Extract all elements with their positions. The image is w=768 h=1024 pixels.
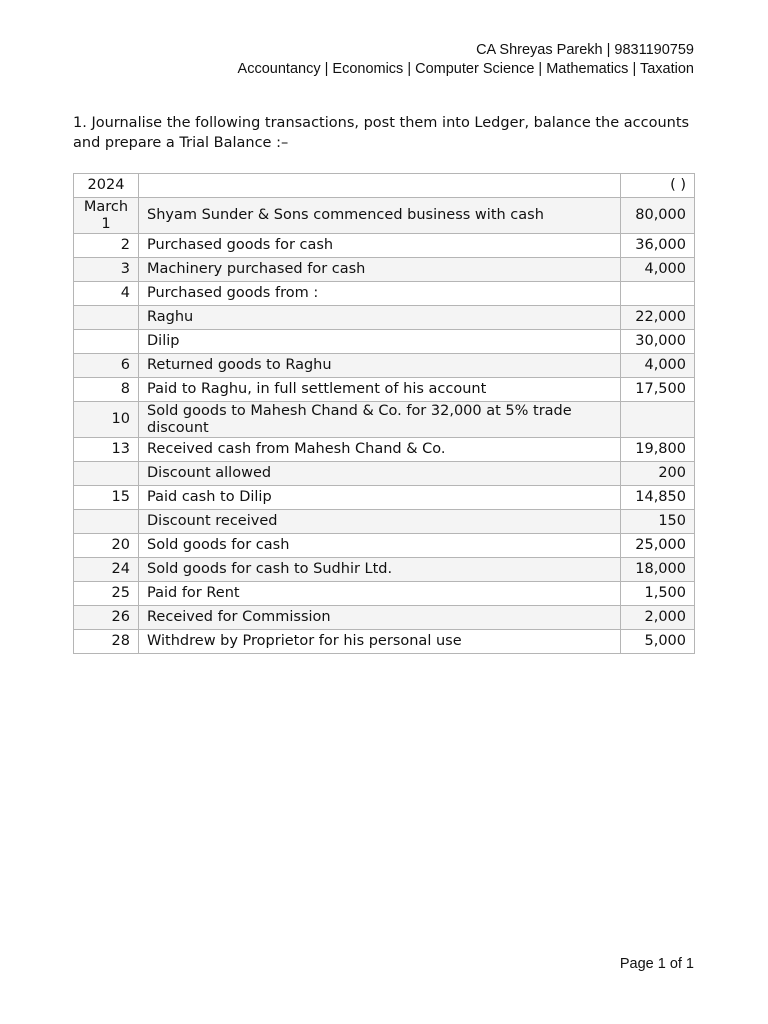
description-cell: Returned goods to Raghu [139, 354, 621, 378]
amount-cell: 1,500 [621, 582, 695, 606]
description-cell: Raghu [139, 306, 621, 330]
amount-cell: 2,000 [621, 606, 695, 630]
page-header [238, 41, 694, 79]
date-cell: 10 [74, 402, 139, 438]
amount-cell: 200 [621, 462, 695, 486]
table-row [74, 582, 695, 606]
date-cell: 6 [74, 354, 139, 378]
table-row [74, 306, 695, 330]
table-row [74, 282, 695, 306]
subjects-line: Accountancy | Economics | Computer Science | Mathematics | Taxation [237, 61, 694, 77]
description-cell: Sold goods for cash to Sudhir Ltd. [139, 558, 621, 582]
date-cell [74, 330, 139, 354]
table-row [74, 462, 695, 486]
amount-cell: 5,000 [621, 630, 695, 654]
table-row [74, 330, 695, 354]
amount-cell: 22,000 [621, 306, 695, 330]
description-cell: Sold goods to Mahesh Chand & Co. for 32,000 at 5% trade discount [139, 402, 621, 438]
amount-cell [621, 282, 695, 306]
description-cell: Purchased goods from : [139, 282, 621, 306]
description-cell: Paid cash to Dilip [139, 486, 621, 510]
transactions-table [73, 173, 695, 654]
table-row [74, 258, 695, 282]
description-cell: Sold goods for cash [139, 534, 621, 558]
amount-cell: 150 [621, 510, 695, 534]
amount-cell: 4,000 [621, 258, 695, 282]
description-cell: Received for Commission [139, 606, 621, 630]
table-row [74, 198, 695, 234]
table-row [74, 234, 695, 258]
table-header-row [74, 174, 695, 198]
date-cell: March 1 [74, 198, 139, 234]
description-cell: Discount allowed [139, 462, 621, 486]
amount-cell: 36,000 [621, 234, 695, 258]
page-number: Page 1 of 1 [619, 956, 694, 972]
amount-cell [621, 402, 695, 438]
amount-cell: 19,800 [621, 438, 695, 462]
description-cell: Received cash from Mahesh Chand & Co. [139, 438, 621, 462]
date-cell: 13 [74, 438, 139, 462]
table-row [74, 438, 695, 462]
date-cell: 15 [74, 486, 139, 510]
amount-cell: 30,000 [621, 330, 695, 354]
date-cell [74, 510, 139, 534]
table-row [74, 630, 695, 654]
table-row [74, 534, 695, 558]
amount-cell: 80,000 [621, 198, 695, 234]
table-row [74, 354, 695, 378]
amount-header-cell: ( ) [621, 174, 695, 198]
amount-cell: 4,000 [621, 354, 695, 378]
date-cell: 24 [74, 558, 139, 582]
table-row [74, 486, 695, 510]
date-cell: 20 [74, 534, 139, 558]
description-cell: Paid for Rent [139, 582, 621, 606]
date-cell: 8 [74, 378, 139, 402]
description-cell: Shyam Sunder & Sons commenced business with cash [139, 198, 621, 234]
description-cell: Discount received [139, 510, 621, 534]
date-cell: 4 [74, 282, 139, 306]
description-cell: Withdrew by Proprietor for his personal use [139, 630, 621, 654]
table-row [74, 510, 695, 534]
description-header-cell [139, 174, 621, 198]
description-cell: Machinery purchased for cash [139, 258, 621, 282]
author-contact: CA Shreyas Parekh | 9831190759 [476, 42, 694, 58]
date-cell [74, 306, 139, 330]
description-cell: Paid to Raghu, in full settlement of his account [139, 378, 621, 402]
table-row [74, 378, 695, 402]
date-cell [74, 462, 139, 486]
table-row [74, 402, 695, 438]
date-cell: 25 [74, 582, 139, 606]
year-cell: 2024 [74, 174, 139, 198]
table-row [74, 606, 695, 630]
date-cell: 28 [74, 630, 139, 654]
question-text: 1. Journalise the following transactions, post them into Ledger, balance the accounts and prepare a Trial Balance :– [73, 115, 690, 151]
amount-cell: 14,850 [621, 486, 695, 510]
description-cell: Dilip [139, 330, 621, 354]
amount-cell: 18,000 [621, 558, 695, 582]
amount-cell: 25,000 [621, 534, 695, 558]
date-cell: 3 [74, 258, 139, 282]
date-cell: 2 [74, 234, 139, 258]
amount-cell: 17,500 [621, 378, 695, 402]
date-cell: 26 [74, 606, 139, 630]
table-row [74, 558, 695, 582]
description-cell: Purchased goods for cash [139, 234, 621, 258]
